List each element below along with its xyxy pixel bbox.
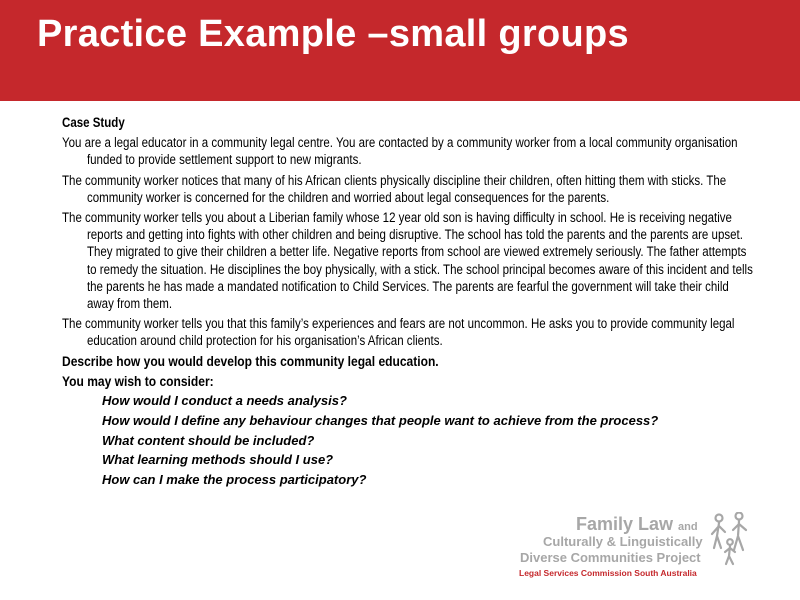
question-item: What learning methods should I use?	[102, 452, 334, 468]
project-logo	[516, 508, 788, 586]
slide-title: Practice Example –small groups	[37, 13, 629, 55]
family-figures-icon	[708, 512, 752, 568]
case-study-paragraph-1: You are a legal educator in a community legal centre. You are contacted by a community worker from a local community organisation funded to provide settlement support to new migrants.	[62, 135, 738, 168]
consider-questions	[62, 391, 752, 490]
logo-and-text: and	[678, 521, 698, 533]
consider-label: You may wish to consider:	[62, 372, 214, 389]
task-instruction: Describe how you would develop this community legal education.	[62, 352, 439, 369]
case-study-text	[62, 114, 754, 390]
case-study-content	[62, 114, 752, 490]
case-study-heading: Case Study	[62, 115, 125, 130]
logo-family-law-text: Family Law	[576, 514, 674, 534]
case-study-paragraph-3: The community worker tells you about a Liberian family whose 12 year old son is having difficulty in school. He is receiving negative reports and getting into fights with other children and being disruptive. The school has told the parents and the parents are upset. They migrated to give their children a better life. Negative reports from school are viewed extremely seriously. The father attempts to remedy the situation. He disciplines the boy physically, with a stick. The school principal becomes aware of this incident and tells the parents he has made a mandated notification to Child Services. The parents are fearful the government will take their child away from them.	[62, 210, 753, 312]
question-item: How would I define any behaviour changes that people want to achieve from the process?	[102, 412, 659, 428]
question-item: How would I conduct a needs analysis?	[102, 393, 347, 409]
case-study-paragraph-4: The community worker tells you that this family’s experiences and fears are not uncommon. He asks you to provide community legal education around child protection for his organisation’s African clients.	[62, 316, 735, 349]
logo-line-project: Diverse Communities Project	[520, 550, 701, 565]
question-item: What content should be included?	[102, 432, 315, 448]
title-banner	[0, 0, 800, 101]
case-study-paragraph-2: The community worker notices that many of his African clients physically discipline their children, often hitting them with sticks. The community worker is concerned for the children and worried about legal consequences for the parents.	[62, 172, 727, 205]
logo-line-cald: Culturally & Linguistically	[543, 534, 703, 549]
question-item: How can I make the process participatory?	[102, 472, 367, 488]
logo-line-commission: Legal Services Commission South Australia	[519, 568, 697, 578]
logo-line-family-law	[576, 514, 698, 535]
